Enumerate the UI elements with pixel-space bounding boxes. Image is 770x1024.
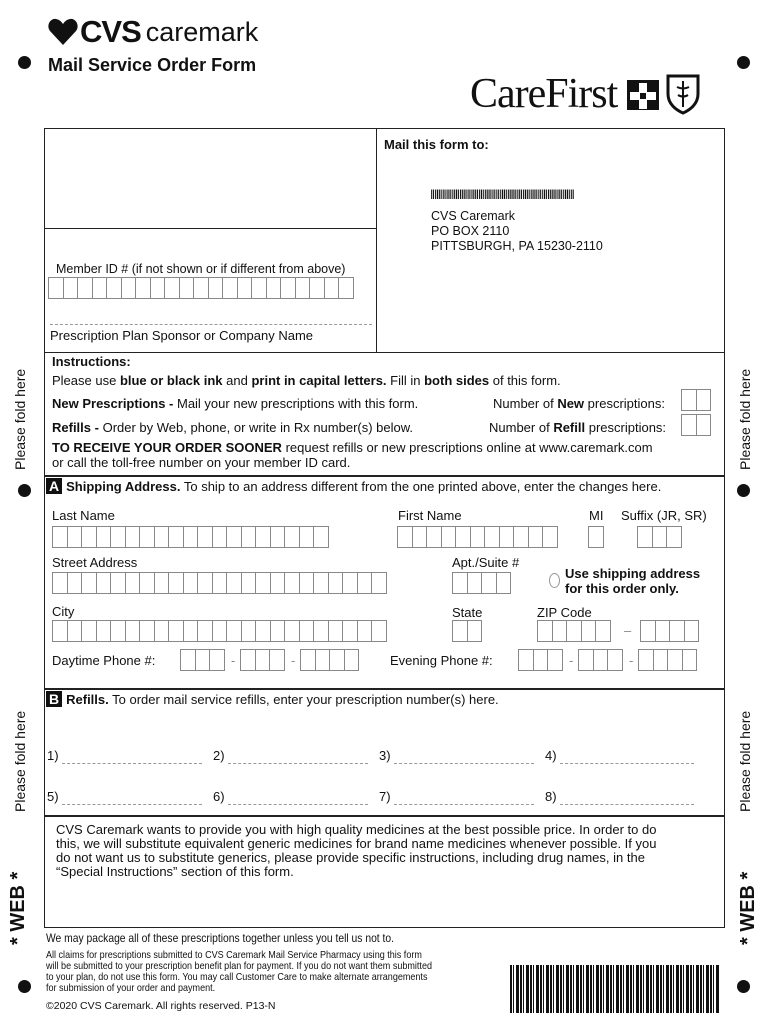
generic-text-4: “Special Instructions” section of this form.: [56, 864, 294, 879]
footer-line-4: to your plan, do not use this form. You may call Customer Care to make alternate arrangements: [46, 971, 428, 983]
zip-field[interactable]: [537, 620, 610, 642]
registration-dot: [737, 56, 750, 69]
rx-field-2[interactable]: [228, 763, 368, 764]
fold-label-right-top: Please fold here: [737, 368, 753, 470]
rx-label-1: 1): [47, 748, 59, 763]
day-phone-sep-2: -: [291, 653, 296, 668]
fold-label-left-bottom: Please fold here: [12, 710, 28, 812]
rx-field-4[interactable]: [560, 763, 694, 764]
use-shipping-label-1: Use shipping address: [565, 566, 701, 581]
generic-text-1: CVS Caremark wants to provide you with high quality medicines at the best possible price. In order to do: [56, 822, 657, 837]
fold-label-left-top: Please fold here: [12, 368, 28, 470]
rx-label-8: 8): [545, 789, 557, 804]
blue-shield-icon: [665, 73, 701, 115]
rx-label-2: 2): [213, 748, 225, 763]
new-count-label: Number of New prescriptions:: [493, 396, 665, 411]
section-a-title: A Shipping Address. To ship to an address different from the one printed above, enter the changes here.: [46, 478, 661, 494]
member-divider: [44, 228, 377, 229]
zip-ext-field[interactable]: [640, 620, 698, 642]
rx-label-3: 3): [379, 748, 391, 763]
eve-phone-label: Evening Phone #:: [390, 653, 493, 668]
mail-address-line2: PO BOX 2110: [431, 224, 510, 238]
rx-field-5[interactable]: [62, 804, 202, 805]
day-phone-label: Daytime Phone #:: [52, 653, 156, 668]
cvs-logo: [48, 14, 258, 50]
rx-label-7: 7): [379, 789, 391, 804]
registration-dot: [737, 980, 750, 993]
apt-label: Apt./Suite #: [452, 555, 520, 570]
registration-dot: [18, 484, 31, 497]
instructions-line1: Please use blue or black ink and print in capital letters. Fill in both sides of this form.: [52, 373, 561, 388]
first-name-field[interactable]: [397, 526, 557, 548]
footer-line-3: will be submitted to your prescription benefit plan for payment. If you do not want them submitted: [46, 960, 432, 972]
postal-barcode: ǀǁǀǀǁǁǀǁǀǀǁǀǀǁǁǀǀǁǀǁǀǀǁǁǁǀǀǁǀǀǀǁǀǁǀǀǁǀǀǁǁǀǁǀǀǀǁǀǁǀǀǁǀ: [430, 187, 574, 202]
city-field[interactable]: [52, 620, 386, 642]
use-shipping-radio[interactable]: [549, 573, 560, 588]
day-phone-line-field[interactable]: [300, 649, 358, 671]
apt-field[interactable]: [452, 572, 510, 594]
brand-caremark: caremark: [145, 16, 259, 47]
refills-text: Refills - Order by Web, phone, or write in Rx number(s) below.: [52, 420, 414, 435]
last-name-field[interactable]: [52, 526, 328, 548]
sponsor-field[interactable]: [50, 324, 372, 325]
eve-phone-line-field[interactable]: [638, 649, 696, 671]
state-field[interactable]: [452, 620, 481, 642]
refill-count-field[interactable]: [681, 414, 710, 436]
web-label-right: * WEB *: [737, 871, 759, 945]
first-name-label: First Name: [398, 508, 462, 523]
rx-field-1[interactable]: [62, 763, 202, 764]
mail-address-line1: CVS Caremark: [431, 209, 516, 223]
form-title: Mail Service Order Form: [48, 55, 257, 75]
sooner-text: TO RECEIVE YOUR ORDER SOONER request refills or new prescriptions online at www.caremark.com: [52, 440, 653, 455]
footer-line-1: We may package all of these prescriptions together unless you tell us not to.: [46, 931, 395, 945]
use-shipping-label-2: for this order only.: [565, 581, 679, 596]
generic-text-3: do not want us to substitute generics, please provide specific instructions, including drug names, in the: [56, 850, 645, 865]
city-label: City: [52, 604, 75, 619]
refill-count-label: Number of Refill prescriptions:: [489, 420, 667, 435]
day-phone-sep-1: -: [231, 653, 236, 668]
footer-line-5: for submission of your order and payment.: [46, 982, 216, 994]
eve-phone-area-field[interactable]: [518, 649, 562, 671]
zip-separator: –: [624, 623, 632, 638]
rx-label-4: 4): [545, 748, 557, 763]
registration-dot: [18, 980, 31, 993]
carefirst-wordmark: CareFirst: [470, 71, 618, 117]
street-field[interactable]: [52, 572, 386, 594]
sponsor-label: Prescription Plan Sponsor or Company Name: [50, 328, 314, 343]
mi-field[interactable]: [588, 526, 603, 548]
mail-to-title: Mail this form to:: [384, 137, 489, 152]
eve-phone-sep-1: -: [569, 653, 574, 668]
footer-line-2: All claims for prescriptions submitted to CVS Caremark Mail Service Pharmacy using this form: [46, 949, 422, 961]
rx-field-6[interactable]: [228, 804, 368, 805]
heart-icon: [48, 18, 78, 46]
last-name-label: Last Name: [52, 508, 115, 523]
section-b-title: B Refills. To order mail service refills, enter your prescription number(s) here.: [46, 691, 499, 707]
rx-label-5: 5): [47, 789, 59, 804]
fold-label-right-bottom: Please fold here: [737, 710, 753, 812]
member-id-label: Member ID # (if not shown or if different from above): [56, 262, 346, 276]
brand-cvs: CVS: [80, 14, 141, 49]
new-count-field[interactable]: [681, 389, 710, 411]
suffix-label: Suffix (JR, SR): [621, 508, 707, 523]
address-box: [44, 128, 725, 353]
member-id-field[interactable]: [48, 277, 353, 299]
carefirst-logo: [470, 70, 701, 118]
instructions-title: Instructions:: [52, 354, 131, 369]
rx-field-3[interactable]: [394, 763, 534, 764]
registration-dot: [737, 484, 750, 497]
rx-label-6: 6): [213, 789, 225, 804]
day-phone-prefix-field[interactable]: [240, 649, 284, 671]
copyright: ©2020 CVS Caremark. All rights reserved. P13-N: [46, 1000, 276, 1012]
state-label: State: [452, 605, 483, 620]
address-box-divider: [376, 128, 377, 352]
day-phone-area-field[interactable]: [180, 649, 224, 671]
suffix-field[interactable]: [637, 526, 681, 548]
new-prescriptions-text: New Prescriptions - Mail your new prescriptions with this form.: [52, 396, 419, 411]
rx-field-8[interactable]: [560, 804, 694, 805]
generic-text-2: this, we will substitute equivalent generic medicines for brand name medicines whenever possible. If you: [56, 836, 657, 851]
web-label-left: * WEB *: [7, 871, 29, 945]
blue-cross-icon: [625, 74, 661, 114]
eve-phone-sep-2: -: [629, 653, 634, 668]
form-barcode: [510, 965, 720, 1013]
rx-field-7[interactable]: [394, 804, 534, 805]
street-label: Street Address: [52, 555, 138, 570]
mail-address-line3: PITTSBURGH, PA 15230-2110: [431, 239, 603, 253]
mi-label: MI: [589, 508, 604, 523]
zip-label: ZIP Code: [537, 605, 592, 620]
registration-dot: [18, 56, 31, 69]
sooner-text-line2: or call the toll-free number on your member ID card.: [52, 455, 351, 470]
eve-phone-prefix-field[interactable]: [578, 649, 622, 671]
